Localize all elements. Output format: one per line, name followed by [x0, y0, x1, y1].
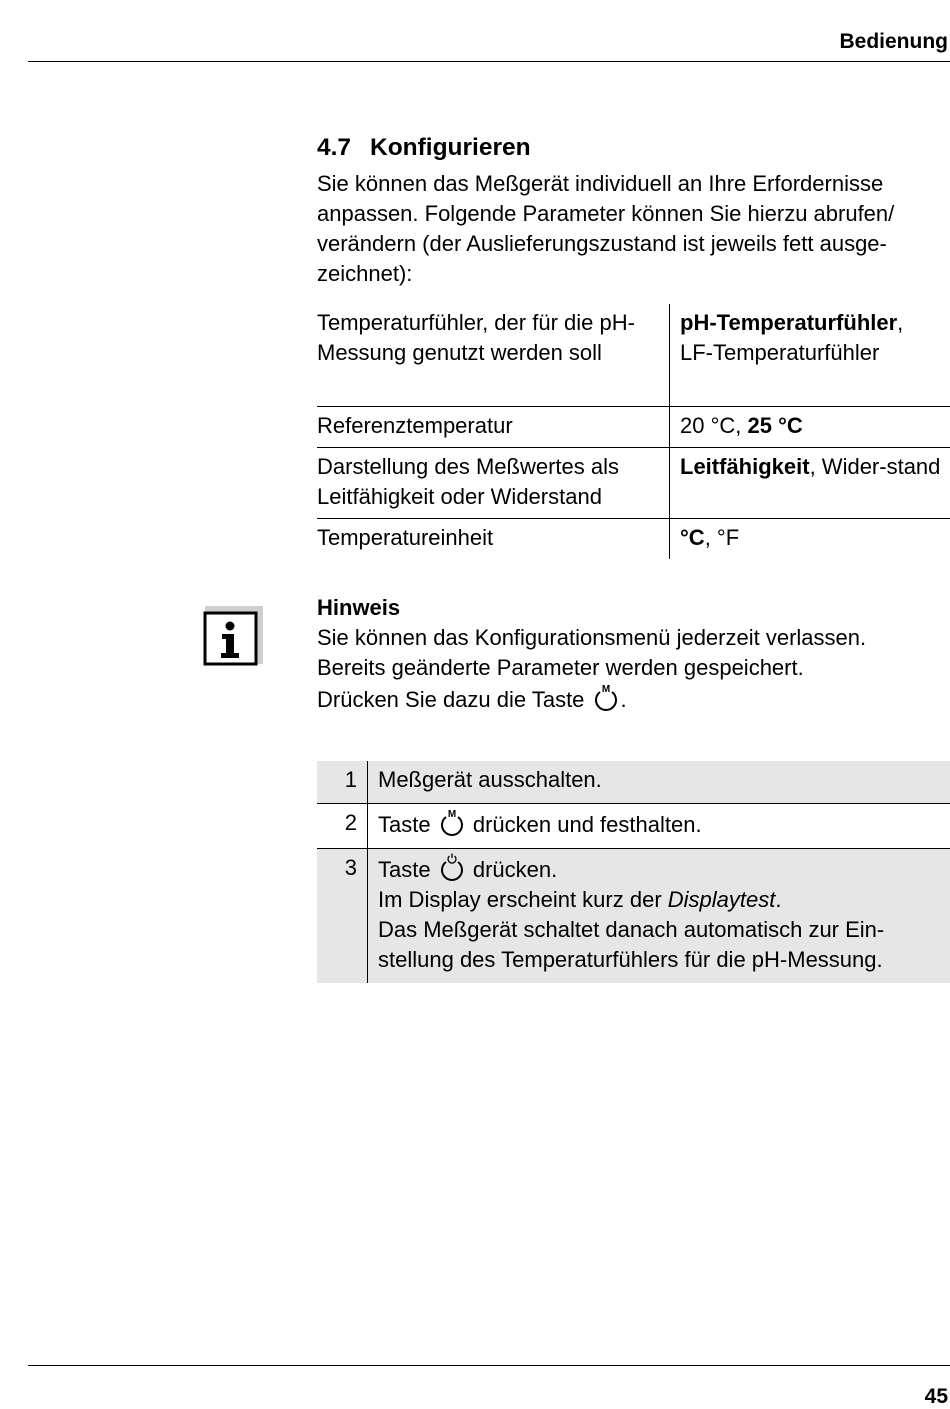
parameter-name: Darstellung des Meßwertes als Leitfähigkeit oder Widerstand: [317, 448, 670, 519]
table-row: [317, 761, 950, 804]
display-test-term: Displaytest: [667, 887, 776, 912]
parameter-name: Referenztemperatur: [317, 407, 670, 448]
default-value: pH-Temperaturfühler: [680, 310, 898, 335]
header-rule: [28, 61, 950, 62]
m-key-icon: [437, 808, 467, 838]
info-icon: [203, 604, 265, 666]
table-row: [317, 304, 950, 407]
default-value: 25 °C: [747, 413, 803, 438]
svg-text:M: M: [601, 684, 610, 695]
note-text: [317, 623, 950, 715]
table-row: [317, 407, 950, 448]
alternative-value: , °F: [704, 525, 740, 550]
alternative-value: , Wider-stand: [809, 454, 941, 479]
step-text: Taste drücken. Im Display erscheint kurz der Displaytest. Das Meßgerät schaltet danach automatisch zur Ein-stellung des Temperaturfühlers für die pH-Messung.: [368, 849, 950, 984]
power-key-icon: [437, 853, 467, 883]
alternative-value: 20 °C,: [680, 413, 748, 438]
table-row: [317, 804, 950, 849]
parameter-name: Temperaturfühler, der für die pH-Messung genutzt werden soll: [317, 304, 670, 407]
intro-paragraph: Sie können das Meßgerät individuell an Ihre Erfordernisse anpassen. Folgende Parameter können Sie hierzu abrufen/ verändern (der Auslieferungszustand ist jeweils fett ausge-zeichnet):: [317, 171, 895, 286]
footer-rule: [28, 1365, 950, 1366]
step-text: Taste M drücken und festhalten.: [368, 804, 950, 849]
svg-text:M: M: [447, 809, 456, 820]
parameter-value: [670, 407, 950, 448]
running-header: Bedienung: [839, 30, 948, 53]
table-row: [317, 849, 950, 984]
note-line: Drücken Sie dazu die Taste M .: [317, 684, 627, 712]
section-number: 4.7: [317, 134, 352, 161]
note-line: Bereits geänderte Parameter werden gespeichert.: [317, 655, 804, 680]
parameter-table: [317, 304, 950, 559]
note-heading: Hinweis: [317, 595, 401, 620]
parameter-value: [670, 519, 950, 560]
step-number: 3: [317, 849, 368, 984]
step-number: 1: [317, 761, 368, 804]
parameter-value: [670, 448, 950, 519]
step-number: 2: [317, 804, 368, 849]
section-title: Konfigurieren: [370, 134, 531, 161]
note-line: Sie können das Konfigurationsmenü jederzeit verlassen.: [317, 625, 867, 650]
default-value: °C: [680, 525, 705, 550]
m-key-icon: [591, 683, 621, 713]
default-value: Leitfähigkeit: [680, 454, 810, 479]
step-text: Meßgerät ausschalten.: [368, 761, 950, 804]
parameter-value: [670, 304, 950, 407]
page-number: 45: [924, 1385, 948, 1408]
alternative-value: , LF-Temperaturfühler: [680, 310, 904, 365]
table-row: [317, 519, 950, 560]
steps-table: [317, 761, 950, 983]
section-heading: [317, 132, 950, 164]
parameter-name: Temperatureinheit: [317, 519, 670, 560]
table-row: [317, 448, 950, 519]
